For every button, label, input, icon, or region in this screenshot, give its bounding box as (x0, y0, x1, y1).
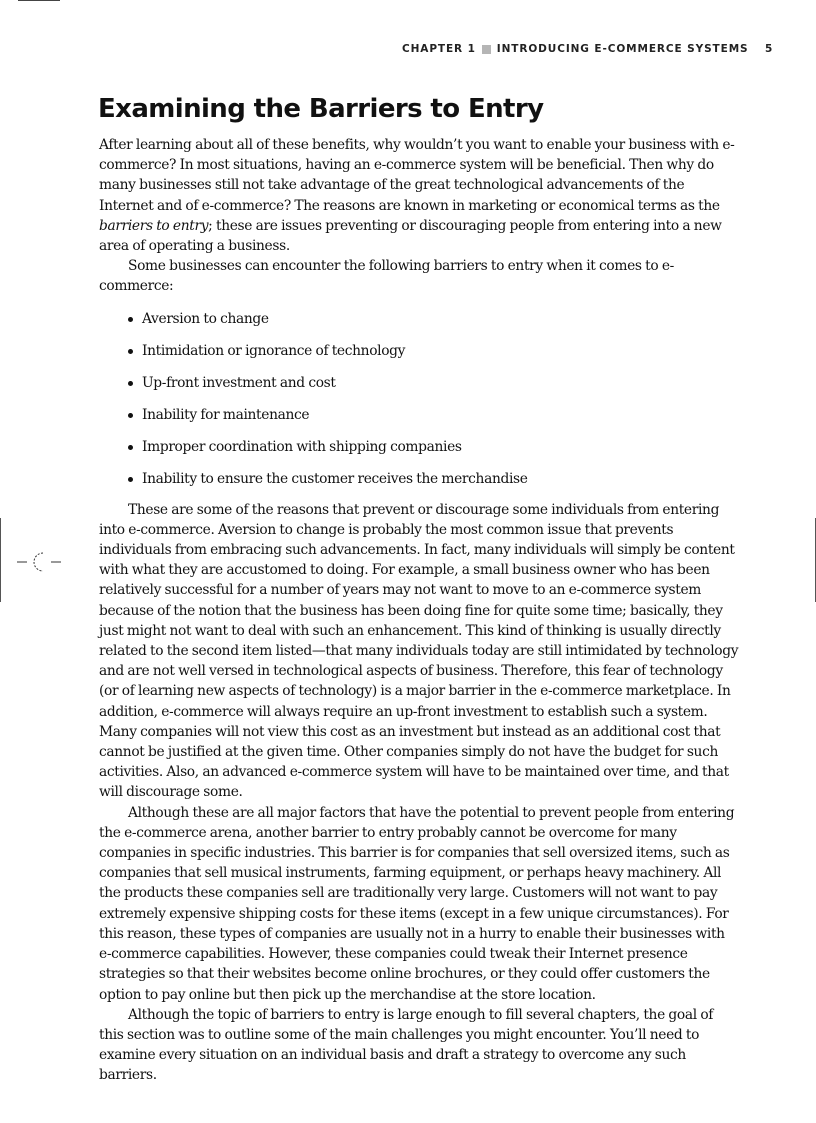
lead-in-paragraph: Some businesses can encounter the following barriers to entry when it comes to e-commerce: (99, 258, 674, 295)
registration-mark-icon (17, 550, 67, 578)
body-paragraph: These are some of the reasons that prevent or discourage some individuals from entering into e-commerce. Aversion to change is probably the most common issue that prevents individuals from embracing such advancements. In fact, many individuals will simply be content with what they are accustomed to doing. For example, a small business owner who has been relatively successful for a number of years may not want to move to an e-commerce system because of the notion that the business has been doing fine for quite some time; basically, they just might not want to deal with such an enhancement. This kind of thinking is usually directly related to the second item listed—that many individuals today are still intimidated by technology and are not well versed in technological aspects of business. Therefore, this fear of technology (or of learning new aspects of technology) is a major barrier in the e-commerce marketplace. In addition, e-commerce will always require an up-front investment to establish such a system. Many companies will not view this cost as an investment but instead as an additional cost that cannot be justified at the given time. Other companies simply do not have the budget for such activities. Also, an advanced e-commerce system will have to be maintained over time, and that will discourage some. (99, 501, 739, 801)
intro-term: barriers to entry (99, 217, 209, 234)
body-paragraph: Although the topic of barriers to entry is large enough to fill several chapters, the goal of this section was to outline some of the main challenges you might encounter. You’ll need to examine every situation on an individual basis and draft a strategy to overcome any such barriers. (99, 1006, 714, 1084)
intro-text-after: ; these are issues preventing or discouraging people from entering into a new area of operating a business. (99, 217, 722, 255)
chapter-label: CHAPTER 1 (402, 43, 476, 55)
list-item: Up-front investment and cost (127, 373, 739, 393)
intro-text-before: After learning about all of these benefits, why wouldn’t you want to enable your business with e-commerce? In most situations, having an e-commerce system will be beneficial. Then why do many businesses still not take advantage of the great technological advancements of the Internet and of e-commerce? The reasons are known in marketing or economical terms as the (99, 137, 735, 214)
list-item: Inability for maintenance (127, 405, 739, 425)
running-head (402, 43, 749, 55)
intro-paragraph (99, 135, 739, 256)
body-text (99, 135, 739, 1086)
crop-mark-left (0, 518, 1, 602)
list-item: Aversion to change (127, 309, 739, 329)
list-item: Intimidation or ignorance of technology (127, 341, 739, 361)
chapter-title: INTRODUCING E-COMMERCE SYSTEMS (496, 43, 749, 55)
list-item: Improper coordination with shipping companies (127, 437, 739, 457)
barrier-list (99, 309, 739, 489)
page-number: 5 (765, 43, 773, 55)
section-title: Examining the Barriers to Entry (98, 94, 544, 124)
list-item: Inability to ensure the customer receives the merchandise (127, 469, 739, 489)
separator-square-icon (482, 45, 491, 54)
body-paragraph: Although these are all major factors that have the potential to prevent people from entering the e-commerce arena, another barrier to entry probably cannot be overcome for many companies in specific industries. This barrier is for companies that sell oversized items, such as companies that sell musical instruments, farming equipment, or perhaps heavy machinery. All the products these companies sell are traditionally very large. Customers will not want to pay extremely expensive shipping costs for these items (except in a few unique circumstances). For this reason, these types of companies are usually not in a hurry to enable their businesses with e-commerce capabilities. However, these companies could tweak their Internet presence strategies so that their websites become online brochures, or they could offer customers the option to pay online but then pick up the merchandise at the store location. (99, 804, 735, 1003)
crop-mark-top (18, 0, 60, 1)
